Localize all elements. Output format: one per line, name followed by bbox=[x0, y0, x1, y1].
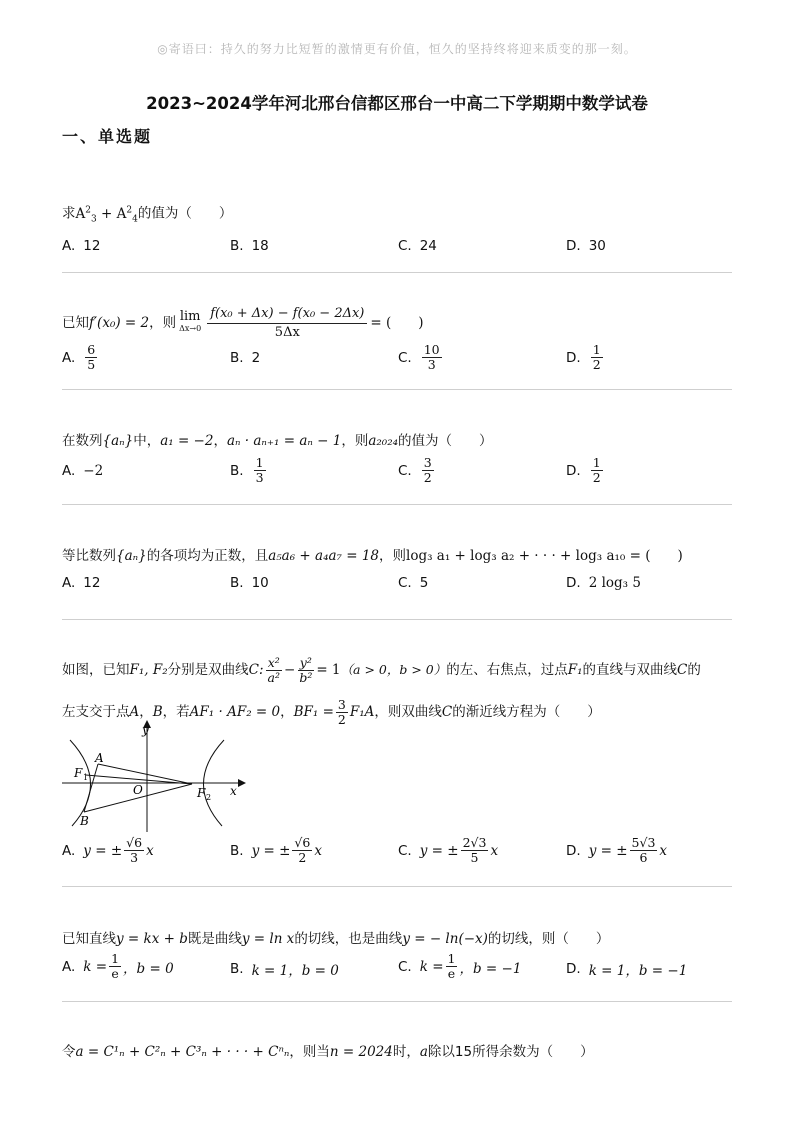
question-1-options bbox=[62, 238, 732, 270]
option-pre: y = ± bbox=[251, 842, 291, 859]
denominator: a² bbox=[267, 669, 280, 685]
q5-text: 如图，已知 bbox=[62, 662, 130, 678]
divider bbox=[62, 272, 732, 273]
option-label: A. bbox=[62, 575, 76, 591]
denominator: 6 bbox=[639, 850, 648, 865]
option-label: C. bbox=[398, 842, 412, 859]
q5-c: C bbox=[441, 704, 453, 720]
denominator: 2 bbox=[592, 470, 601, 485]
option-d[interactable] bbox=[566, 836, 667, 865]
option-d[interactable] bbox=[566, 238, 606, 254]
q7-cond: n = 2024 bbox=[329, 1044, 393, 1060]
q1-plus: + bbox=[96, 205, 117, 222]
q5-text: 的渐近线方程为（ ） bbox=[452, 704, 601, 720]
denominator: 2 bbox=[592, 357, 601, 372]
numerator: 6 bbox=[87, 342, 96, 357]
question-5-stem-line1 bbox=[62, 650, 732, 690]
q1-a1: A bbox=[75, 205, 86, 222]
section-heading: 一、单选题 bbox=[62, 127, 153, 146]
option-text: 30 bbox=[588, 238, 606, 255]
option-a[interactable] bbox=[62, 575, 100, 591]
option-b[interactable] bbox=[230, 350, 260, 366]
label-b: B bbox=[80, 814, 89, 828]
q5-dot-product: AF₁ · AF₂ = 0 bbox=[189, 704, 281, 720]
question-2-options bbox=[62, 343, 732, 379]
question-4-options bbox=[62, 575, 732, 607]
denominator: b² bbox=[299, 669, 313, 685]
q3-mid1: 中， bbox=[133, 433, 161, 449]
option-c[interactable] bbox=[398, 238, 437, 254]
q1-a1-sup: 2 bbox=[85, 205, 91, 215]
option-d[interactable] bbox=[566, 959, 687, 979]
option-text: k = 1，b = 0 bbox=[251, 963, 339, 979]
option-fraction bbox=[292, 836, 312, 865]
numerator: 2√3 bbox=[462, 835, 487, 850]
numerator: 1 bbox=[111, 951, 120, 966]
q1-a2-sup: 2 bbox=[126, 205, 133, 215]
numerator: 3 bbox=[423, 455, 432, 470]
option-d[interactable] bbox=[566, 575, 641, 591]
option-b[interactable] bbox=[230, 238, 269, 254]
q5-text: 分别是双曲线 bbox=[167, 662, 249, 678]
option-fraction bbox=[254, 456, 266, 485]
denominator: 2 bbox=[298, 850, 307, 865]
q1-a2: A bbox=[116, 205, 127, 222]
q6-mid2: 的切线，也是曲线 bbox=[294, 931, 403, 947]
option-post: x bbox=[314, 842, 322, 859]
option-c[interactable] bbox=[398, 343, 444, 372]
label-a: A bbox=[95, 751, 104, 765]
q2-lim-top: lim bbox=[179, 309, 201, 324]
q5-f1: F₁ bbox=[567, 662, 583, 678]
option-label: C. bbox=[398, 238, 412, 255]
q3-lead: 在数列 bbox=[62, 433, 103, 449]
q5-y-fraction bbox=[297, 656, 314, 685]
option-text: 12 bbox=[83, 575, 101, 591]
label-y: y bbox=[142, 723, 149, 737]
numerator: √6 bbox=[294, 835, 311, 850]
q4-mid1: 的各项均为正数，且 bbox=[146, 548, 269, 564]
option-text: 5 bbox=[419, 575, 429, 591]
option-label: B. bbox=[230, 842, 244, 859]
question-4-stem bbox=[62, 545, 732, 567]
label-f2-sub: 2 bbox=[206, 793, 212, 802]
question-7-stem bbox=[62, 1041, 732, 1063]
numerator: 1 bbox=[592, 342, 601, 357]
option-a[interactable] bbox=[62, 836, 154, 865]
q5-curve: C: bbox=[248, 662, 264, 678]
denominator: 5 bbox=[470, 850, 479, 865]
q5-point-a: A bbox=[129, 704, 140, 720]
q5-text: ，则双曲线 bbox=[374, 704, 442, 720]
option-label: C. bbox=[398, 462, 412, 479]
exam-title: 2023~2024学年河北邢台信都区邢台一中高二下学期期中数学试卷 bbox=[146, 94, 648, 113]
option-c[interactable] bbox=[398, 575, 428, 591]
motto-banner: ◎寄语曰：持久的努力比短暂的激情更有价值，恒久的坚持终将迎来质变的那一刻。 bbox=[157, 42, 637, 56]
q5-text: ，若 bbox=[162, 704, 190, 720]
denominator: 5 bbox=[87, 357, 96, 372]
q2-denominator: 5Δx bbox=[274, 324, 300, 340]
question-1 bbox=[62, 199, 732, 270]
q5-text: 的左、右焦点，过点 bbox=[446, 662, 568, 678]
q2-tail: = ( ) bbox=[370, 315, 424, 331]
q6-curve1: y = ln x bbox=[241, 931, 295, 947]
option-label: B. bbox=[230, 961, 244, 977]
numerator: 1 bbox=[255, 455, 264, 470]
q7-mid1: ，则当 bbox=[289, 1044, 330, 1060]
q5-vector: BF₁ = bbox=[293, 704, 334, 720]
option-pre: k = bbox=[419, 958, 444, 975]
denominator: 3 bbox=[130, 850, 139, 865]
q5-text: 左支交于点 bbox=[62, 704, 130, 720]
option-b[interactable] bbox=[230, 836, 322, 865]
option-a[interactable] bbox=[62, 238, 100, 254]
q2-lim-bottom: Δx→0 bbox=[179, 324, 202, 333]
q4-cond: a₅a₆ + a₄a₇ = 18 bbox=[268, 548, 380, 564]
q2-mid: ，则 bbox=[149, 315, 177, 331]
option-d[interactable] bbox=[566, 343, 605, 372]
q3-cond2: aₙ · aₙ₊₁ = aₙ − 1 bbox=[226, 433, 342, 449]
option-pre: y = ± bbox=[83, 842, 123, 859]
q7-expr: a = C¹ₙ + C²ₙ + C³ₙ + · · · + Cⁿₙ bbox=[75, 1044, 290, 1060]
option-b[interactable] bbox=[230, 959, 339, 979]
option-label: D. bbox=[566, 842, 581, 859]
q7-tail: 除以15所得余数为（ ） bbox=[427, 1044, 594, 1060]
q5-ratio bbox=[336, 698, 348, 727]
q1-tail: 的值为（ ） bbox=[137, 205, 233, 222]
q5-text: 的直线与双曲线 bbox=[582, 662, 678, 678]
question-7 bbox=[62, 1041, 732, 1063]
option-label: D. bbox=[566, 349, 581, 366]
denominator: 2 bbox=[423, 470, 432, 485]
question-5-options bbox=[62, 836, 732, 876]
q5-text: 的 bbox=[687, 662, 701, 678]
q5-foci: F₁, F₂ bbox=[129, 662, 168, 678]
line-a-b bbox=[84, 764, 98, 812]
denominator: 2 bbox=[337, 711, 346, 727]
q4-lead: 等比数列 bbox=[62, 548, 116, 564]
q2-fraction bbox=[207, 305, 367, 342]
q7-mid2: 时， bbox=[392, 1044, 420, 1060]
question-3-options bbox=[62, 456, 732, 492]
question-2 bbox=[62, 304, 732, 379]
option-label: C. bbox=[398, 575, 412, 591]
option-text: 10 bbox=[251, 575, 269, 591]
denominator: 3 bbox=[427, 357, 436, 372]
q5-vector2: F₁A bbox=[349, 704, 375, 720]
denominator: e bbox=[111, 966, 119, 981]
q7-var: a bbox=[419, 1044, 428, 1060]
option-text: −2 bbox=[83, 463, 104, 479]
divider bbox=[62, 1001, 732, 1002]
divider bbox=[62, 504, 732, 505]
option-label: B. bbox=[230, 575, 244, 591]
option-fraction bbox=[85, 343, 97, 372]
numerator: y² bbox=[299, 654, 312, 670]
option-text: k = 1，b = −1 bbox=[588, 963, 688, 979]
q5-minus: − bbox=[284, 662, 296, 678]
q5-point-b: B bbox=[152, 704, 163, 720]
option-text: 24 bbox=[419, 238, 437, 255]
option-d[interactable] bbox=[566, 456, 605, 485]
option-fraction bbox=[591, 456, 603, 485]
question-6-options bbox=[62, 952, 732, 988]
numerator: 5√3 bbox=[631, 835, 656, 850]
q1-a1-sub: 3 bbox=[90, 214, 97, 225]
question-1-stem bbox=[62, 199, 732, 230]
q5-text: ， bbox=[139, 704, 153, 720]
option-fraction bbox=[446, 952, 458, 981]
option-label: A. bbox=[62, 842, 76, 859]
q3-mid2: ， bbox=[213, 433, 227, 449]
divider bbox=[62, 619, 732, 620]
option-post: x bbox=[146, 842, 154, 859]
q5-eq: = 1 bbox=[316, 662, 341, 678]
hyperbola-figure bbox=[62, 720, 247, 832]
q3-mid3: ，则 bbox=[341, 433, 369, 449]
option-label: A. bbox=[62, 463, 76, 479]
question-6 bbox=[62, 928, 732, 988]
q3-seq: {aₙ} bbox=[102, 433, 134, 449]
divider bbox=[62, 389, 732, 390]
q5-text: ， bbox=[280, 704, 294, 720]
question-2-stem bbox=[62, 304, 732, 342]
label-f1: F bbox=[74, 766, 83, 780]
option-pre: y = ± bbox=[419, 842, 459, 859]
q1-a2-sub: 4 bbox=[132, 214, 138, 225]
option-label: B. bbox=[230, 350, 244, 366]
q6-mid1: 既是曲线 bbox=[187, 931, 242, 947]
option-a[interactable] bbox=[62, 952, 174, 981]
question-5-options-wrap bbox=[62, 836, 732, 876]
option-pre: k = bbox=[83, 958, 108, 975]
label-f2: F bbox=[197, 786, 206, 800]
option-label: D. bbox=[566, 575, 581, 591]
q2-numerator: f(x₀ + Δx) − f(x₀ − 2Δx) bbox=[207, 305, 367, 324]
option-fraction bbox=[591, 343, 603, 372]
hyperbola-diagram bbox=[62, 720, 247, 836]
numerator: √6 bbox=[126, 835, 143, 850]
label-f1-sub: 1 bbox=[83, 773, 89, 782]
option-fraction bbox=[630, 836, 658, 865]
q5-x-fraction bbox=[266, 656, 282, 685]
option-label: A. bbox=[62, 349, 76, 366]
option-b[interactable] bbox=[230, 575, 269, 591]
q2-lead: 已知 bbox=[62, 315, 89, 331]
q4-mid2: ，则 bbox=[379, 548, 407, 564]
option-label: D. bbox=[566, 238, 581, 255]
q4-expr: log₃ a₁ + log₃ a₂ + · · · + log₃ a₁₀ = ( ) bbox=[406, 548, 683, 564]
option-a[interactable] bbox=[62, 463, 103, 479]
q3-tail: 的值为（ ） bbox=[398, 433, 493, 449]
option-pre: y = ± bbox=[588, 842, 628, 859]
option-label: C. bbox=[398, 349, 412, 366]
option-fraction bbox=[124, 836, 144, 865]
option-label: B. bbox=[230, 238, 244, 255]
denominator: 3 bbox=[255, 470, 264, 485]
q2-limit bbox=[179, 311, 201, 335]
option-label: D. bbox=[566, 961, 581, 977]
q6-tail: 的切线，则（ ） bbox=[487, 931, 610, 947]
option-c[interactable] bbox=[398, 952, 521, 981]
line-a-f2-upper bbox=[98, 764, 192, 784]
option-label: C. bbox=[398, 958, 412, 975]
option-label: B. bbox=[230, 462, 244, 479]
q6-lead: 已知直线 bbox=[62, 931, 116, 947]
question-4 bbox=[62, 545, 732, 607]
numerator: 1 bbox=[592, 455, 601, 470]
label-o: O bbox=[133, 783, 143, 797]
q3-cond1: a₁ = −2 bbox=[160, 433, 214, 449]
q6-curve2: y = − ln(−x) bbox=[402, 931, 488, 947]
numerator: 1 bbox=[447, 951, 456, 966]
q2-condition: f′(x₀) = 2 bbox=[89, 315, 150, 331]
option-text: 2 bbox=[251, 350, 261, 366]
label-x: x bbox=[230, 784, 237, 798]
q1-lead: 求 bbox=[62, 205, 76, 222]
question-3 bbox=[62, 430, 732, 492]
x-axis-arrow bbox=[238, 779, 246, 787]
option-text: 2 log₃ 5 bbox=[588, 575, 641, 591]
option-c[interactable] bbox=[398, 456, 436, 485]
q6-line: y = kx + b bbox=[116, 931, 188, 947]
denominator: e bbox=[447, 966, 456, 981]
option-text: 18 bbox=[251, 238, 269, 255]
option-a[interactable] bbox=[62, 343, 99, 372]
option-b[interactable] bbox=[230, 456, 268, 485]
q5-c: C bbox=[677, 662, 688, 678]
question-6-stem bbox=[62, 928, 732, 950]
option-fraction bbox=[422, 456, 434, 485]
option-c[interactable] bbox=[398, 836, 498, 865]
option-post: ，b = 0 bbox=[123, 960, 174, 977]
numerator: 3 bbox=[337, 696, 346, 712]
option-fraction bbox=[109, 952, 121, 981]
option-text: 12 bbox=[83, 238, 101, 255]
option-label: A. bbox=[62, 238, 76, 255]
q3-target: a₂₀₂₄ bbox=[368, 433, 399, 449]
q7-lead: 令 bbox=[62, 1044, 76, 1060]
option-label: D. bbox=[566, 462, 581, 479]
option-label: A. bbox=[62, 958, 76, 975]
option-fraction bbox=[422, 343, 442, 372]
q5-cond: （a > 0，b > 0） bbox=[340, 662, 447, 677]
q1-expr bbox=[75, 205, 138, 225]
option-post: ，b = −1 bbox=[459, 960, 522, 977]
divider bbox=[62, 886, 732, 887]
numerator: x² bbox=[267, 654, 280, 670]
option-post: x bbox=[490, 842, 499, 859]
numerator: 10 bbox=[423, 342, 440, 357]
question-3-stem bbox=[62, 430, 732, 452]
option-fraction bbox=[461, 836, 489, 865]
q4-seq: {aₙ} bbox=[116, 548, 147, 564]
option-post: x bbox=[659, 842, 668, 859]
